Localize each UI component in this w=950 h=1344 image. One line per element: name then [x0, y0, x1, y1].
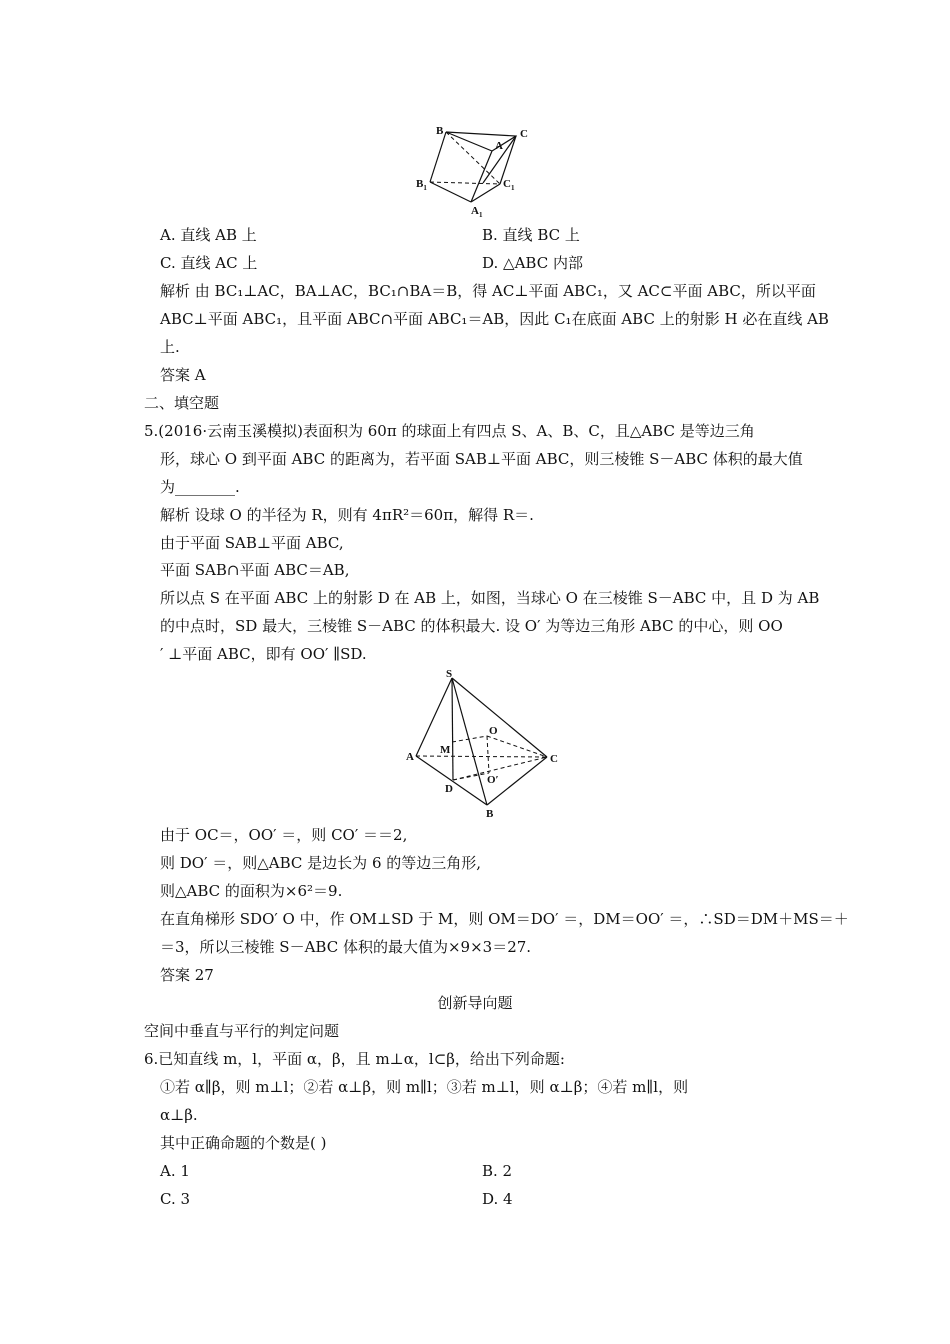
q5-calc-line: ＝3，所以三棱锥 S－ABC 体积的最大值为×9×3＝27. [160, 938, 532, 956]
q4-analysis-line: 上. [160, 338, 180, 356]
prism-edge [430, 132, 446, 182]
pyramid-edge [452, 678, 453, 780]
q5-analysis-line: 所以点 S 在平面 ABC 上的射影 D 在 AB 上，如图，当球心 O 在三棱锥 S－ABC 中，且 D 为 AB [160, 589, 820, 607]
label-A1: $A_1$ [471, 205, 483, 219]
q4-option-b: B. 直线 BC 上 [482, 226, 580, 244]
topic-heading: 空间中垂直与平行的判定问题 [144, 1022, 340, 1040]
q5-analysis-line: 由于平面 SAB⊥平面 ABC, [160, 534, 344, 552]
q6-option-c: C. 3 [160, 1190, 191, 1208]
label-A: A [495, 140, 503, 152]
q5-analysis-line: 的中点时，SD 最大，三棱锥 S－ABC 的体积最大. 设 O′ 为等边三角形 ABC 的中心，则 OO [160, 617, 783, 635]
q4-option-d: D. △ABC 内部 [482, 254, 583, 272]
label-D: D [445, 783, 453, 795]
q4-option-a: A. 直线 AB 上 [160, 226, 257, 244]
q6-option-a: A. 1 [160, 1162, 190, 1180]
q5-calc-line: 在直角梯形 SDO′ O 中，作 OM⊥SD 于 M，则 OM＝DO′ ＝，DM＝OO′ ＝，∴SD＝DM＋MS＝＋ [160, 910, 849, 928]
q6-stem-line: 6.已知直线 m，l，平面 α，β，且 m⊥α，l⊂β，给出下列命题: [144, 1050, 565, 1068]
pyramid-hidden-edge [487, 736, 489, 773]
q6-stem-line: ①若 α∥β，则 m⊥l；②若 α⊥β，则 m∥l；③若 m⊥l，则 α⊥β；④若 m∥l，则 [160, 1078, 689, 1096]
label-A: A [406, 751, 414, 763]
pyramid-hidden-edge [416, 756, 547, 757]
q5-analysis-line: 解析 设球 O 的半径为 R，则有 4πR²＝60π，解得 R＝. [160, 506, 534, 524]
q5-calc-line: 则△ABC 的面积为×6²＝9. [160, 882, 343, 900]
section-innovation: 创新导向题 [437, 994, 513, 1012]
q4-analysis-line: 解析 由 BC₁⊥AC，BA⊥AC，BC₁∩BA＝B，得 AC⊥平面 ABC₁，又 AC⊂平面 ABC，所以平面 [160, 282, 816, 300]
q4-answer: 答案 A [160, 366, 206, 384]
label-B: B [436, 125, 444, 137]
q4-analysis-line: ABC⊥平面 ABC₁，且平面 ABC∩平面 ABC₁＝AB，因此 C₁在底面 ABC 上的射影 H 必在直线 AB [160, 310, 829, 328]
label-C1: $C_1$ [503, 178, 515, 192]
pyramid-edge [452, 678, 547, 757]
label-S: S [446, 668, 453, 680]
q6-stem-line: α⊥β. [160, 1106, 198, 1124]
label-O: O [489, 725, 498, 737]
q5-stem-line: 5.(2016·云南玉溪模拟)表面积为 60π 的球面上有四点 S、A、B、C，且△ABC 是等边三角 [144, 422, 755, 440]
q5-calc-line: 则 DO′ ＝，则△ABC 是边长为 6 的等边三角形, [160, 854, 482, 872]
prism-hidden-edge [446, 132, 500, 184]
pyramid-hidden-edge [487, 736, 547, 757]
pyramid-figure [400, 668, 570, 820]
prism-edge [430, 182, 471, 202]
prism-hidden-edge [430, 182, 500, 184]
q5-analysis-line: ′ ⊥平面 ABC，即有 OO′ ∥SD. [160, 645, 367, 663]
label-O-prime: O′ [487, 774, 499, 786]
q6-stem-line: 其中正确命题的个数是( ) [160, 1134, 327, 1152]
section-fill-in: 二、填空题 [144, 394, 220, 412]
label-M: M [440, 744, 451, 756]
q5-stem-line: 形，球心 O 到平面 ABC 的距离为，若平面 SAB⊥平面 ABC，则三棱锥 S－ABC 体积的最大值 [160, 450, 803, 468]
q5-answer: 答案 27 [160, 966, 214, 984]
q5-analysis-line: 平面 SAB∩平面 ABC＝AB, [160, 561, 350, 579]
q5-stem-line: 为________. [160, 478, 240, 496]
pyramid-hidden-edge [453, 773, 489, 780]
q6-option-d: D. 4 [482, 1190, 513, 1208]
label-C: C [520, 128, 528, 140]
label-B: B [486, 808, 494, 820]
q4-option-c: C. 直线 AC 上 [160, 254, 258, 272]
pyramid-edge [416, 756, 487, 805]
label-C: C [550, 753, 558, 765]
prism-figure [410, 120, 540, 225]
pyramid-edge [452, 678, 487, 805]
q6-option-b: B. 2 [482, 1162, 513, 1180]
label-B1: $B_1$ [416, 178, 427, 192]
prism-edge [446, 132, 516, 183]
q5-calc-line: 由于 OC＝，OO′ ＝，则 CO′ ＝＝2, [160, 826, 408, 844]
prism-edge [446, 132, 492, 151]
